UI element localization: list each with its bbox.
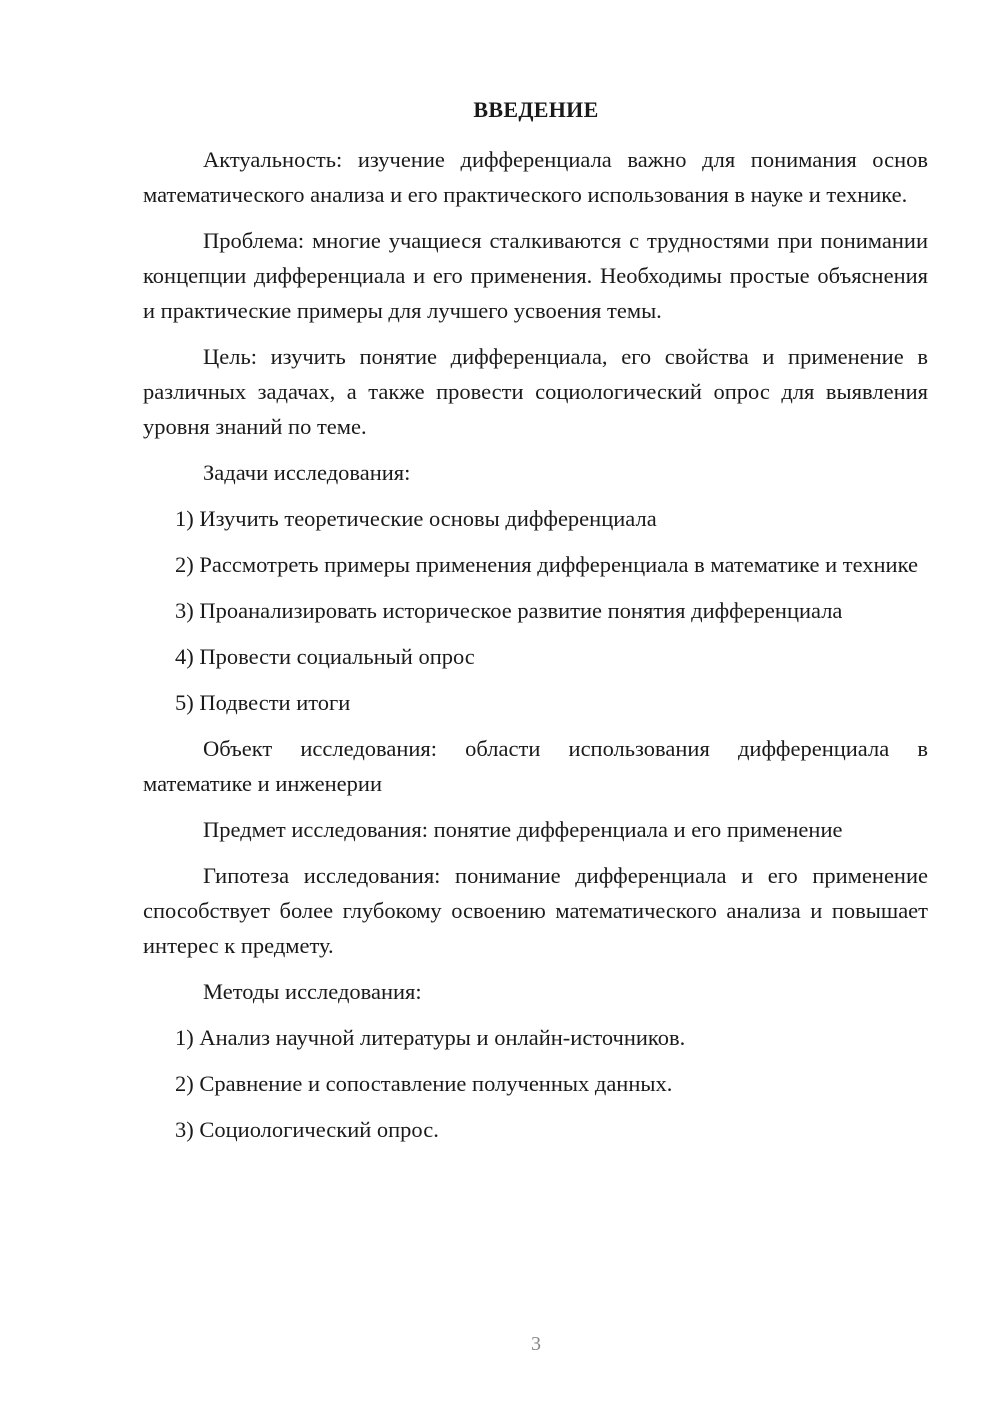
task-item-3: 3) Проанализировать историческое развитие понятия дифференциала [175, 598, 843, 623]
task-item-4: 4) Провести социальный опрос [175, 644, 475, 669]
task-item-2: 2) Рассмотреть примеры применения дифференциала в математике и технике [175, 552, 918, 577]
page-title: ВВЕДЕНИЕ [473, 97, 599, 122]
method-item-2: 2) Сравнение и сопоставление полученных данных. [175, 1071, 673, 1096]
page-number: 3 [531, 1333, 541, 1355]
method-item-1: 1) Анализ научной литературы и онлайн-источников. [175, 1025, 686, 1050]
task-item-1: 1) Изучить теоретические основы дифференциала [175, 506, 657, 531]
paragraph-goal: Цель: изучить понятие дифференциала, его свойства и применение в различных задачах, а также провести социологический опрос для выявления уровня знаний по теме. [143, 344, 928, 439]
task-item-5: 5) Подвести итоги [175, 690, 351, 715]
tasks-heading: Задачи исследования: [203, 460, 411, 485]
paragraph-relevance: Актуальность: изучение дифференциала важно для понимания основ математического анализа и его практического использования в науке и технике. [143, 147, 928, 207]
methods-heading: Методы исследования: [203, 979, 422, 1004]
paragraph-problem: Проблема: многие учащиеся сталкиваются с трудностями при понимании концепции дифференциала и его применения. Необходимы простые объяснения и практические примеры для лучшего усвоения темы. [143, 228, 928, 323]
paragraph-hypothesis: Гипотеза исследования: понимание дифференциала и его применение способствует более глубокому освоению математического анализа и повышает интерес к предмету. [143, 863, 928, 958]
paragraph-subject: Предмет исследования: понятие дифференциала и его применение [203, 817, 843, 842]
method-item-3: 3) Социологический опрос. [175, 1117, 439, 1142]
paragraph-object: Объект исследования: области использования дифференциала в математике и инженерии [143, 736, 928, 796]
document-body [143, 142, 928, 1158]
